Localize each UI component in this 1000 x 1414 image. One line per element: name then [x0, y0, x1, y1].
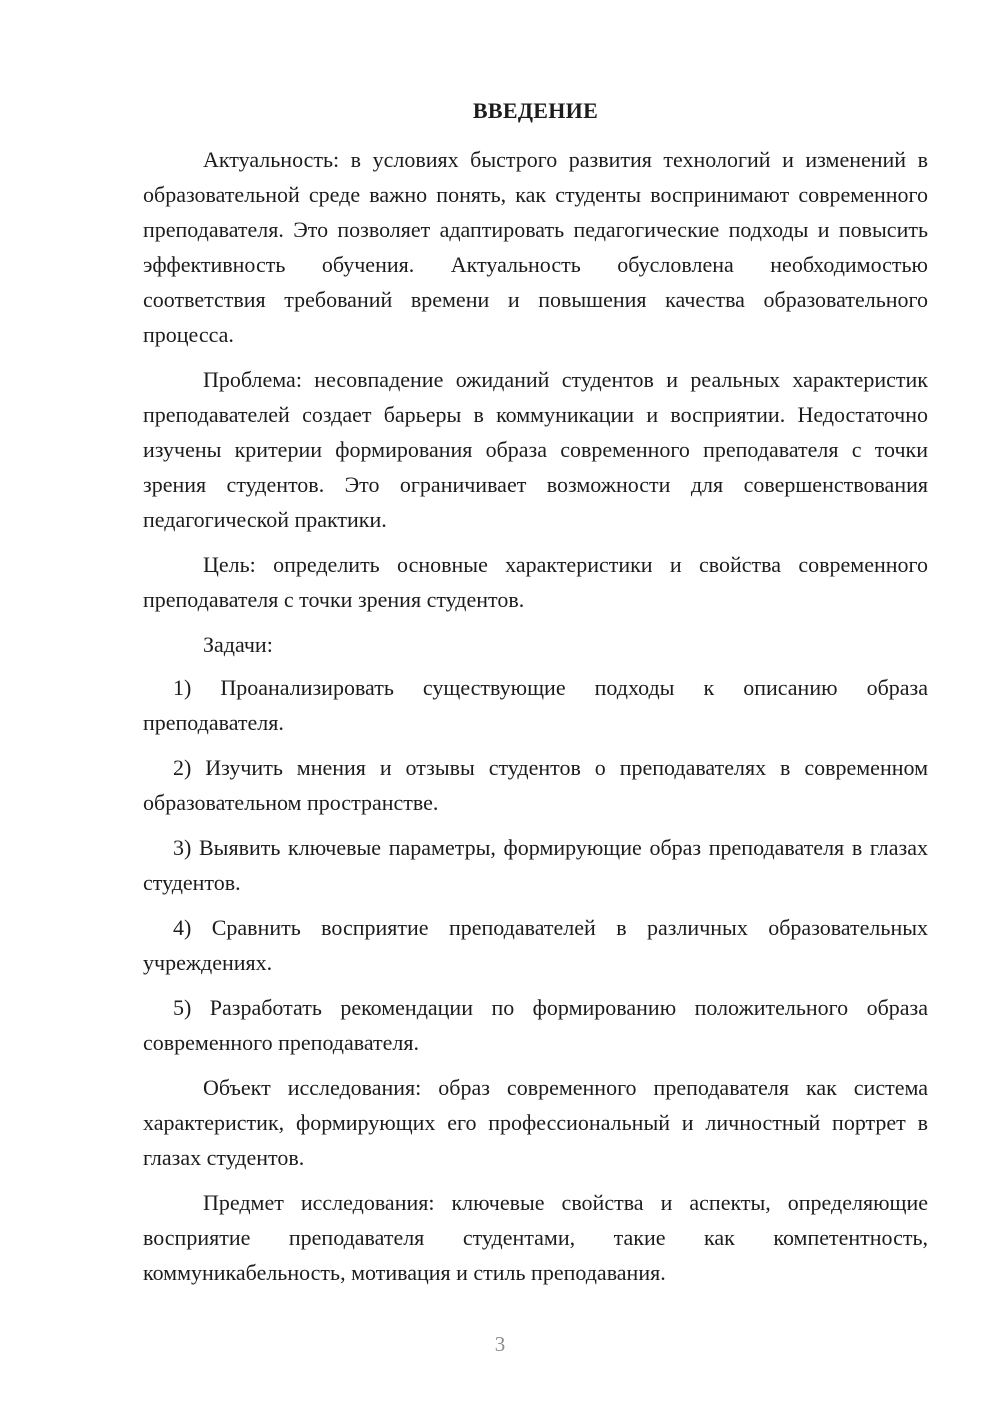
goal-paragraph: Цель: определить основные характеристики и свойства современного преподавателя с точки зрения студентов. [143, 552, 928, 612]
page-title: ВВЕДЕНИЕ [472, 98, 599, 123]
task-item-5: 5) Разработать рекомендации по формированию положительного образа современного преподавателя. [143, 995, 928, 1055]
task-item-1: 1) Проанализировать существующие подходы к описанию образа преподавателя. [143, 675, 928, 735]
task-item-2: 2) Изучить мнения и отзывы студентов о преподавателях в современном образовательном пространстве. [143, 755, 928, 815]
relevance-paragraph: Актуальность: в условиях быстрого развития технологий и изменений в образовательной среде важно понять, как студенты воспринимают современного преподавателя. Это позволяет адаптировать педагогические подходы и повысить эффективность обучения. Актуальность обусловлена необходимостью соответствия требований времени и повышения качества образовательного процесса. [143, 147, 928, 347]
subject-paragraph: Предмет исследования: ключевые свойства и аспекты, определяющие восприятие преподавателя студентами, такие как компетентность, коммуникабельность, мотивация и стиль преподавания. [143, 1190, 928, 1285]
task-item-3: 3) Выявить ключевые параметры, формирующие образ преподавателя в глазах студентов. [143, 835, 928, 895]
page-number: 3 [494, 1332, 506, 1356]
problem-paragraph: Проблема: несовпадение ожиданий студентов и реальных характеристик преподавателей создает барьеры в коммуникации и восприятии. Недостаточно изучены критерии формирования образа современного преподавателя с точки зрения студентов. Это ограничивает возможности для совершенствования педагогической практики. [143, 367, 928, 532]
object-paragraph: Объект исследования: образ современного преподавателя как система характеристик, формирующих его профессиональный и личностный портрет в глазах студентов. [143, 1075, 928, 1170]
tasks-heading: Задачи: [203, 632, 273, 657]
task-item-4: 4) Сравнить восприятие преподавателей в различных образовательных учреждениях. [143, 915, 928, 975]
